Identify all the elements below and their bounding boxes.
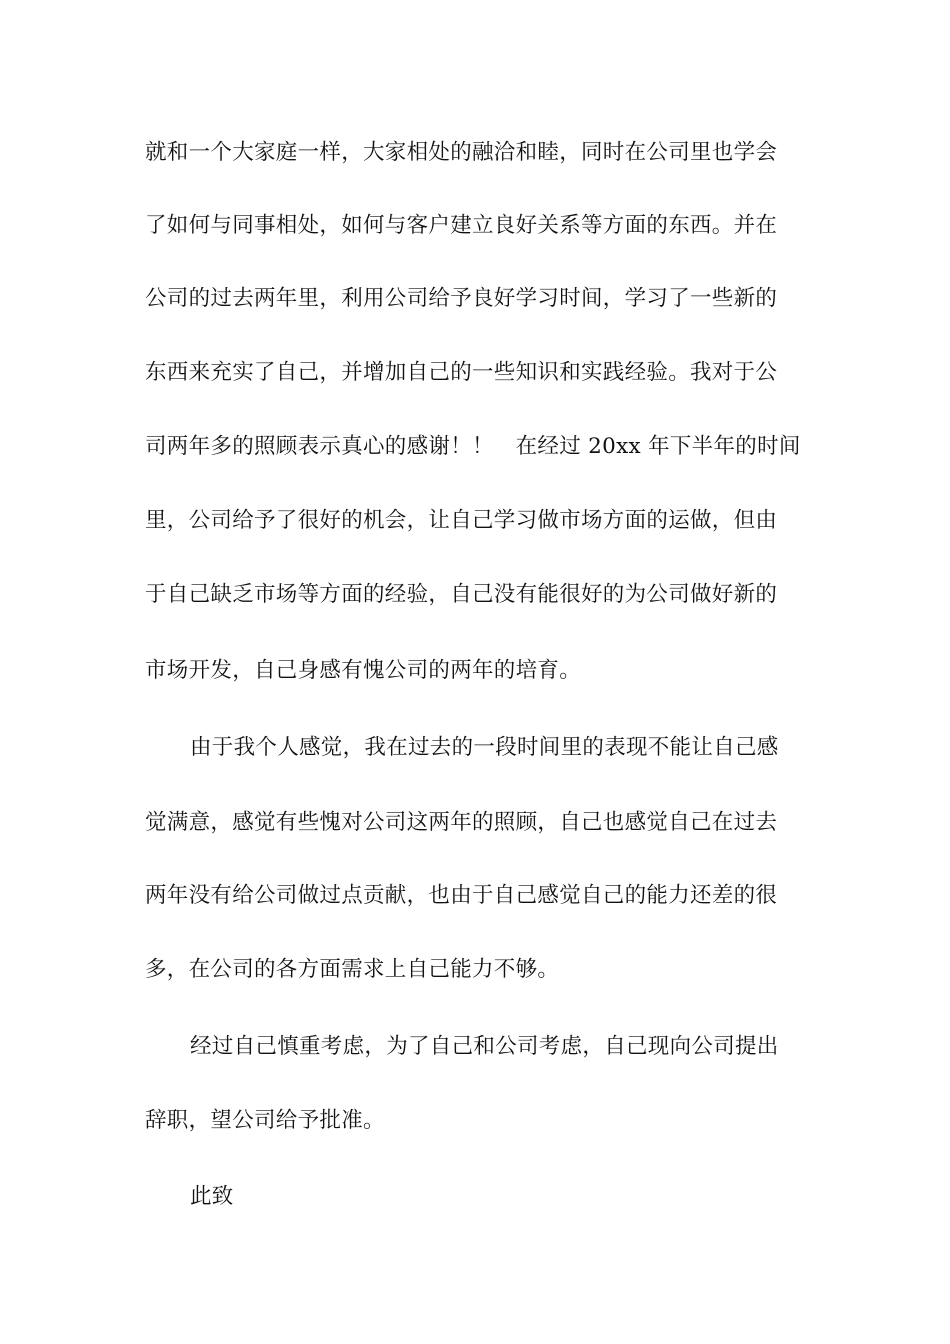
- paragraph-line: 多，在公司的各方面需求上自己能力不够。: [145, 957, 560, 982]
- paragraph-line: 觉满意，感觉有些愧对公司这两年的照顾，自己也感觉自己在过去: [145, 810, 778, 835]
- paragraph-line: 由于我个人感觉，我在过去的一段时间里的表现不能让自己感: [190, 735, 779, 760]
- paragraph-line: 东西来充实了自己，并增加自己的一些知识和实践经验。我对于公: [145, 360, 778, 385]
- paragraph-line: 了如何与同事相处，如何与客户建立良好关系等方面的东西。并在: [145, 213, 778, 238]
- closing-line: 此致: [190, 1184, 234, 1209]
- paragraph-line: 公司的过去两年里，利用公司给予良好学习时间，学习了一些新的: [145, 286, 778, 311]
- paragraph-line: 两年没有给公司做过点贡献，也由于自己感觉自己的能力还差的很: [145, 883, 778, 908]
- paragraph-line: 经过自己慎重考虑，为了自己和公司考虑，自己现向公司提出: [190, 1034, 779, 1059]
- paragraph-line: 司两年多的照顾表示真心的感谢！！ 在经过 20xx 年下半年的时间: [145, 434, 801, 459]
- paragraph-line: 市场开发，自己身感有愧公司的两年的培育。: [145, 658, 582, 683]
- paragraph-line: 于自己缺乏市场等方面的经验，自己没有能很好的为公司做好新的: [145, 582, 778, 607]
- paragraph-line: 就和一个大家庭一样，大家相处的融洽和睦，同时在公司里也学会: [145, 140, 778, 165]
- paragraph-line: 辞职，望公司给予批准。: [145, 1108, 385, 1133]
- paragraph-line: 里，公司给予了很好的机会，让自己学习做市场方面的运做，但由: [145, 508, 778, 533]
